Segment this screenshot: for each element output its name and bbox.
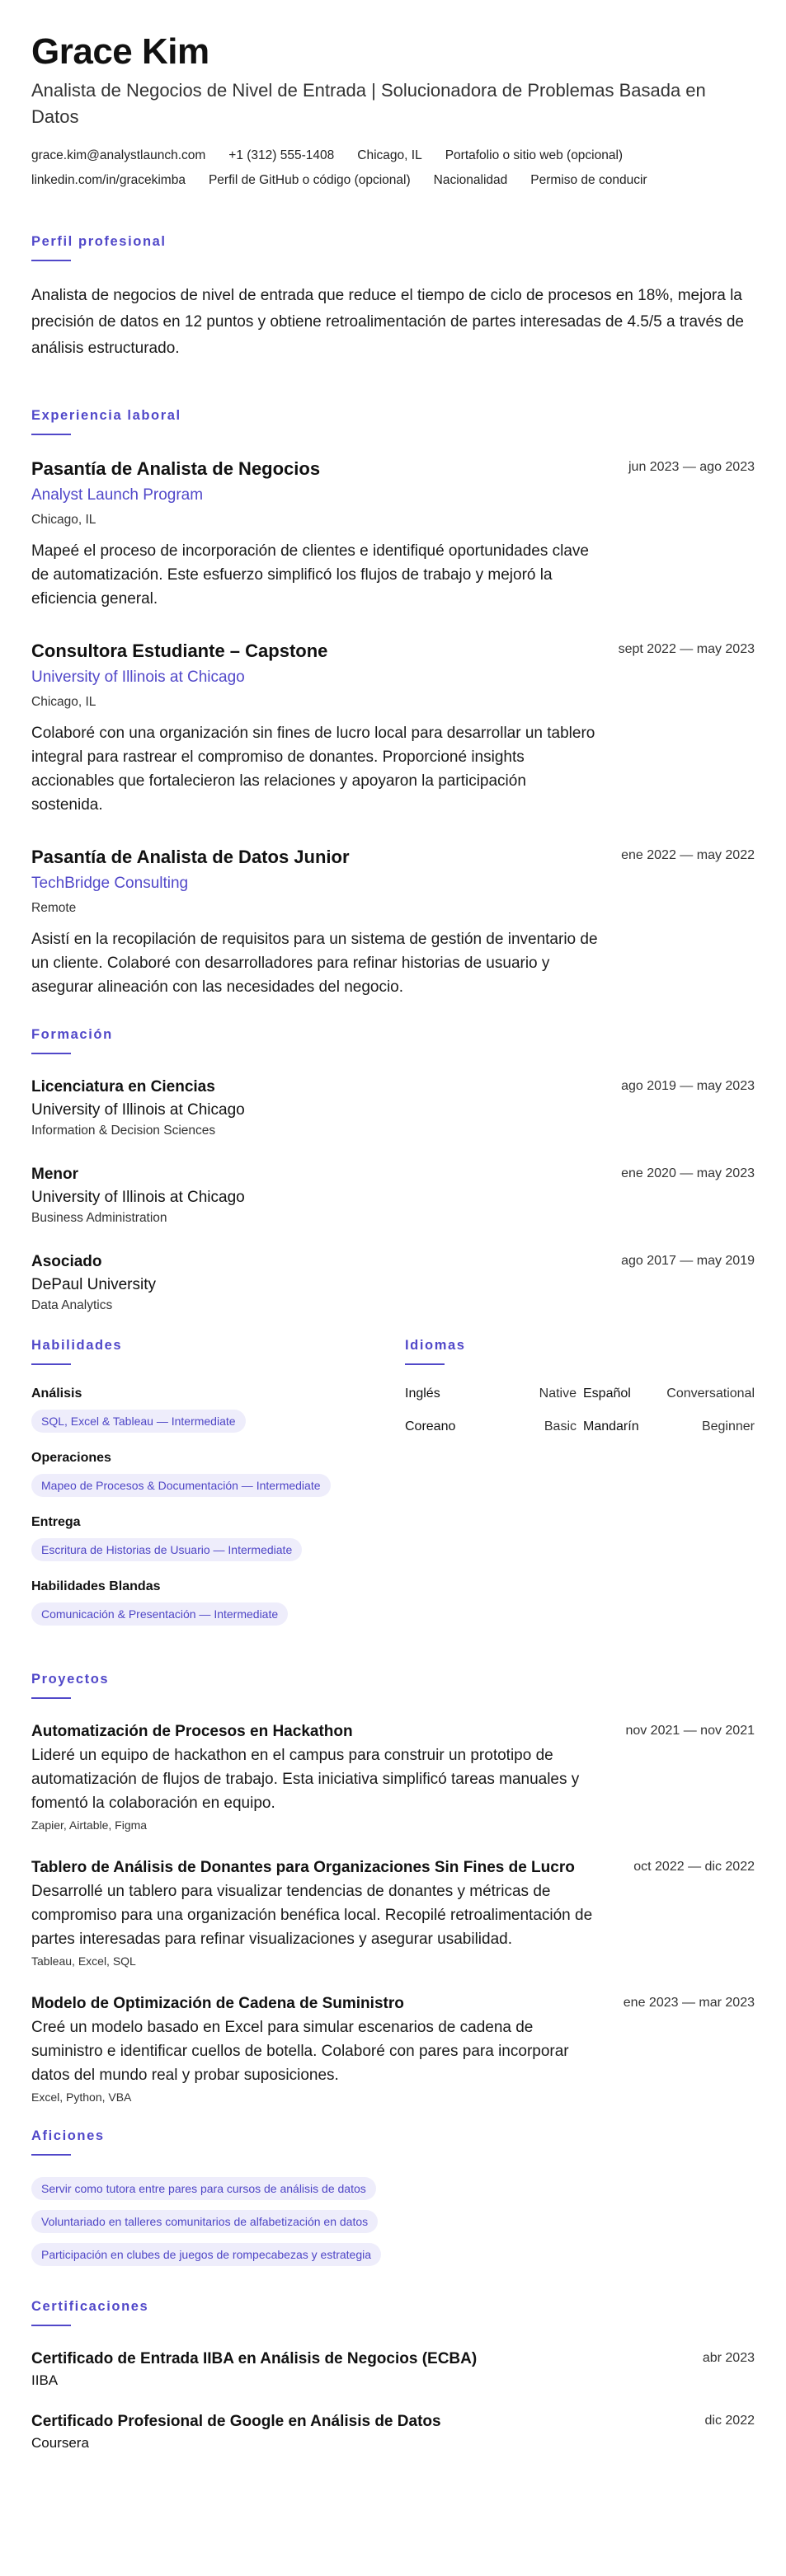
skill-name: Habilidades Blandas xyxy=(31,1579,161,1593)
language-row xyxy=(405,1419,755,1434)
skill-name: Entrega xyxy=(31,1515,81,1529)
education-degree: Licenciatura en Ciencias xyxy=(31,1078,215,1096)
language-row xyxy=(405,1387,755,1401)
education-section xyxy=(31,1027,755,1313)
certification-issuer: Coursera xyxy=(31,2435,89,2451)
hobby-pill: Participación en clubes de juegos de rompecabezas y estrategia xyxy=(31,2243,381,2266)
projects-section xyxy=(31,1672,755,2104)
candidate-headline: Analista de Negocios de Nivel de Entrada | Solucionadora de Problemas Basada en Datos xyxy=(31,80,706,127)
job-location: Chicago, IL xyxy=(31,513,96,527)
certification-issuer: IIBA xyxy=(31,2372,59,2388)
contact-portfolio[interactable]: Portafolio o sitio web (opcional) xyxy=(445,148,624,162)
contact-phone[interactable]: +1 (312) 555-1408 xyxy=(228,148,335,162)
summary-section xyxy=(31,234,755,362)
language-item xyxy=(583,1419,755,1434)
education-field: Business Administration xyxy=(31,1211,167,1225)
language-level: Basic xyxy=(544,1419,577,1433)
project-name: Automatización de Procesos en Hackathon xyxy=(31,1723,353,1740)
education-item xyxy=(31,1076,755,1138)
language-level: Conversational xyxy=(666,1387,755,1401)
section-title: Habilidades xyxy=(31,1338,123,1353)
section-divider xyxy=(31,1697,71,1699)
language-name: Inglés xyxy=(405,1387,440,1401)
contact-github[interactable]: Perfil de GitHub o código (opcional) xyxy=(208,173,411,187)
education-school: DePaul University xyxy=(31,1276,156,1293)
certifications-section xyxy=(31,2299,755,2453)
contact-nationality: Nacionalidad xyxy=(433,173,508,187)
section-divider xyxy=(31,2154,71,2156)
experience-item xyxy=(31,639,755,817)
candidate-name: Grace Kim xyxy=(31,31,209,72)
skills-column xyxy=(31,1338,405,1644)
experience-item xyxy=(31,457,755,611)
language-name: Mandarín xyxy=(583,1419,639,1433)
project-name: Tablero de Análisis de Donantes para Organizaciones Sin Fines de Lucro xyxy=(31,1859,575,1876)
language-name: Coreano xyxy=(405,1419,456,1433)
project-name: Modelo de Optimización de Cadena de Suministro xyxy=(31,1995,404,2012)
project-tech: Excel, Python, VBA xyxy=(31,2090,132,2104)
languages-column xyxy=(405,1338,755,1644)
section-divider xyxy=(31,2325,71,2326)
certification-item xyxy=(31,2410,755,2453)
education-dates: ene 2020 — may 2023 xyxy=(621,1166,755,1180)
section-title: Perfil profesional xyxy=(31,234,167,249)
education-item xyxy=(31,1163,755,1226)
contact-license: Permiso de conducir xyxy=(530,173,647,187)
job-company: University of Illinois at Chicago xyxy=(31,669,245,686)
skill-group xyxy=(31,1579,405,1626)
language-item xyxy=(405,1419,577,1434)
project-dates: nov 2021 — nov 2021 xyxy=(625,1724,755,1738)
project-item xyxy=(31,1720,755,1832)
certification-date: dic 2022 xyxy=(704,2414,755,2428)
job-description: Asistí en la recopilación de requisitos para un sistema de gestión de inventario de un cliente. Colaboré con desarrolladores para refinar historias de usuario y asegurar alineación con las necesidades del negocio. xyxy=(31,931,598,996)
section-title: Aficiones xyxy=(31,2128,105,2143)
education-dates: ago 2017 — may 2019 xyxy=(621,1254,755,1268)
job-company: TechBridge Consulting xyxy=(31,875,189,892)
job-company: Analyst Launch Program xyxy=(31,486,204,504)
job-description: Mapeé el proceso de incorporación de clientes e identifiqué oportunidades clave de automatización. Este esfuerzo simplificó los flujos de trabajo y mejoró la eficiencia general. xyxy=(31,542,589,608)
hobby-pill: Voluntariado en talleres comunitarios de alfabetización en datos xyxy=(31,2210,378,2233)
experience-item xyxy=(31,845,755,999)
education-dates: ago 2019 — may 2023 xyxy=(621,1079,755,1093)
section-title: Proyectos xyxy=(31,1672,110,1687)
job-dates: sept 2022 — may 2023 xyxy=(618,642,755,656)
section-divider xyxy=(405,1363,445,1365)
language-name: Español xyxy=(583,1387,631,1401)
contact-location: Chicago, IL xyxy=(357,148,422,162)
skill-group xyxy=(31,1515,405,1561)
language-item xyxy=(405,1387,577,1401)
section-divider xyxy=(31,434,71,435)
experience-section xyxy=(31,408,755,999)
section-title: Formación xyxy=(31,1027,113,1042)
hobby-list xyxy=(31,2177,755,2266)
certification-name: Certificado Profesional de Google en Análisis de Datos xyxy=(31,2413,441,2430)
skill-pill: Escritura de Historias de Usuario — Intermediate xyxy=(31,1538,302,1561)
section-title: Certificaciones xyxy=(31,2299,149,2314)
education-degree: Menor xyxy=(31,1166,78,1183)
job-role: Consultora Estudiante – Capstone xyxy=(31,640,328,661)
summary-text: Analista de negocios de nivel de entrada que reduce el tiempo de ciclo de procesos en 18%, mejora la precisión de datos en 12 puntos y obtiene retroalimentación de partes interesadas de 4.5/5 a través de análisis estructurado. xyxy=(31,287,744,357)
project-dates: oct 2022 — dic 2022 xyxy=(633,1860,755,1874)
job-location: Remote xyxy=(31,901,77,915)
section-title: Idiomas xyxy=(405,1338,466,1353)
project-item xyxy=(31,1992,755,2104)
job-role: Pasantía de Analista de Datos Junior xyxy=(31,847,350,867)
skill-name: Operaciones xyxy=(31,1451,111,1465)
certification-item xyxy=(31,2348,755,2391)
education-item xyxy=(31,1250,755,1313)
job-dates: jun 2023 — ago 2023 xyxy=(628,460,755,474)
section-divider xyxy=(31,1053,71,1054)
education-school: University of Illinois at Chicago xyxy=(31,1101,245,1119)
project-description: Creé un modelo basado en Excel para simular escenarios de cadena de suministro e identificar cuellos de botella. Colaboré con pares para incorporar datos del mundo real y probar suposiciones. xyxy=(31,2019,569,2084)
job-location: Chicago, IL xyxy=(31,695,96,709)
hobbies-section xyxy=(31,2128,755,2266)
project-description: Lideré un equipo de hackathon en el campus para construir un prototipo de automatización de flujos de trabajo. Esta iniciativa simplificó tareas manuales y fomentó la colaboración en equipo. xyxy=(31,1747,580,1812)
job-dates: ene 2022 — may 2022 xyxy=(621,848,755,862)
hobby-pill: Servir como tutora entre pares para cursos de análisis de datos xyxy=(31,2177,376,2200)
certification-name: Certificado de Entrada IIBA en Análisis de Negocios (ECBA) xyxy=(31,2350,478,2367)
language-item xyxy=(583,1387,755,1401)
skill-pill: Comunicación & Presentación — Intermediate xyxy=(31,1602,288,1626)
section-divider xyxy=(31,1363,71,1365)
certification-date: abr 2023 xyxy=(702,2351,755,2365)
skill-group xyxy=(31,1451,405,1497)
project-tech: Tableau, Excel, SQL xyxy=(31,1954,136,1968)
contact-email[interactable]: grace.kim@analystlaunch.com xyxy=(31,148,206,162)
project-dates: ene 2023 — mar 2023 xyxy=(623,1996,755,2010)
contact-linkedin[interactable]: linkedin.com/in/gracekimba xyxy=(31,173,186,187)
language-level: Beginner xyxy=(701,1419,755,1433)
project-tech: Zapier, Airtable, Figma xyxy=(31,1818,148,1832)
section-title: Experiencia laboral xyxy=(31,408,181,423)
project-description: Desarrollé un tablero para visualizar tendencias de donantes y métricas de compromiso para una organización benéfica local. Recopilé retroalimentación de partes interesadas para refinar visualizaciones y asegurar usabilidad. xyxy=(31,1883,593,1948)
skill-name: Análisis xyxy=(31,1387,82,1401)
education-field: Information & Decision Sciences xyxy=(31,1124,216,1138)
skill-pill: Mapeo de Procesos & Documentación — Intermediate xyxy=(31,1474,331,1497)
contact-info xyxy=(31,148,755,188)
education-degree: Asociado xyxy=(31,1253,102,1270)
education-school: University of Illinois at Chicago xyxy=(31,1189,245,1206)
skills-languages-section xyxy=(31,1338,755,1644)
education-field: Data Analytics xyxy=(31,1298,113,1312)
job-description: Colaboré con una organización sin fines de lucro local para desarrollar un tablero integral para rastrear el compromiso de donantes. Proporcioné insights accionables que fortalecieron las relaciones y apoyaron la participación sostenida. xyxy=(31,725,595,814)
language-level: Native xyxy=(539,1387,577,1401)
section-divider xyxy=(31,260,71,261)
skill-group xyxy=(31,1387,405,1433)
skill-pill: SQL, Excel & Tableau — Intermediate xyxy=(31,1410,246,1433)
resume-header xyxy=(31,31,755,188)
project-item xyxy=(31,1856,755,1968)
job-role: Pasantía de Analista de Negocios xyxy=(31,458,321,479)
